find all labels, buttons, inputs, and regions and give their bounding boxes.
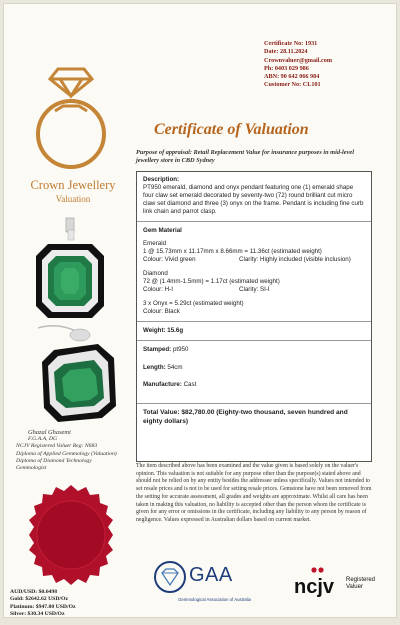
certificate-page — [4, 4, 396, 617]
certificate-header-info — [264, 40, 384, 90]
emerald-clarity: Clarity: Highly included (visible inclusion) — [239, 256, 351, 264]
divider — [137, 221, 371, 222]
gaa-diamond-logo-icon — [154, 560, 186, 594]
gem-material-heading: Gem Material — [143, 226, 182, 234]
contact-email: Crownvaluer@gmail.com — [264, 56, 333, 64]
purpose-of-appraisal: Purpose of appraisal: Retail Replacement Value for insurance purposes in mid-level jewellery store in CBD Sydney — [136, 149, 354, 165]
valuer-diploma-gemmology: Diploma of Applied Gemmology (Valuation) — [16, 450, 117, 457]
brand-subtitle: Valuation — [55, 194, 91, 204]
manufacture-value: Cast — [183, 381, 197, 389]
ncjv-registered-valuer — [346, 577, 375, 591]
certificate-date: Date: 28.11.2024 — [264, 48, 308, 56]
ncjv-registered-text: Registered — [346, 577, 376, 583]
contact-phone: Ph: 0403 029 986 — [264, 64, 309, 72]
length-value: 54cm — [167, 363, 183, 371]
crown-ring-logo — [30, 66, 112, 176]
ncjv-dots-icon — [310, 564, 326, 576]
platinum-price: Platinum: $947.80 USD/Oz — [10, 603, 76, 610]
valuer-role: Gemmologist — [16, 465, 47, 472]
abn-number: ABN: 90 642 066 984 — [264, 73, 320, 81]
gaa-logo-text: GAA — [189, 564, 233, 586]
item-weight: Weight: 15.6g — [143, 326, 184, 334]
divider — [137, 321, 371, 322]
valuer-details — [12, 429, 137, 472]
red-wax-seal-icon — [16, 480, 126, 590]
valuer-postnominals: F.G.A.A, DG — [28, 436, 58, 443]
brand-name: Crown Jewellery — [30, 178, 116, 192]
aud-usd-rate: AUD/USD: $0.6498 — [10, 589, 58, 595]
description-text: PT950 emerald, diamond and onyx pendant featuring one (1) emerald shape four claw set emerald decorated by seventy-two (72) round brilliant cut micro claw set diamond and three (3) onyx on the frame. Pendant is including fine curb link chain and parrot clasp. — [143, 183, 364, 215]
description-box — [136, 171, 372, 462]
disclaimer-text: The item described above has been examined and the value given is based solely on the valuer's opinion. This valuation is not suitable for any purpose other than the purpose(s) stated above and should not be relied on by any entity besides the addressee unless specifically. Values not intended to set resale prices and is not to be used for setting resale prices. Gemstone have not been removed from the setting for accurate assessment, all grades and weights are approximate. Whilst all care has been taken in making this valuation, no liability is accepted other than the person whom the certificate is given for any error or omissions in the certificate, including any liability to any person by reason of negligence. Values expressed in Australian dollars based on current market. — [136, 463, 372, 523]
divider — [137, 340, 371, 341]
silver-price: Silver: $30.34 USD/Oz — [10, 611, 65, 617]
stamped-value: pt950 — [172, 345, 189, 353]
valuer-diploma-diamond: Diploma of Diamond Technology — [16, 457, 92, 464]
market-prices — [10, 589, 150, 617]
emerald-label: Emerald — [143, 240, 167, 248]
description-heading: Description: — [143, 176, 180, 183]
emerald-colour: Colour: Vivid green — [143, 256, 196, 264]
gaa-subtitle: Gemmological Association of Australia — [178, 597, 251, 602]
ncjv-valuer-text: Valuer — [346, 584, 363, 590]
total-value-amount: $82,780.00 (Eighty-two thousand, seven hundred and eighty dollars) — [143, 409, 348, 425]
certificate-title: Certificate of Valuation — [154, 121, 309, 138]
divider — [137, 403, 371, 404]
certificate-number: Certificate No: 1931 — [264, 40, 318, 47]
onyx-measurement: 3 x Onyx = 5.29ct (estimated weight) — [143, 299, 244, 307]
diamond-label: Diamond — [143, 270, 168, 278]
valuer-name: Ghazal Ghasemi — [28, 429, 71, 436]
diamond-colour: Colour: H-I — [143, 285, 173, 293]
pendant-photo — [18, 210, 128, 424]
emerald-measurement: 1 @ 15.73mm x 11.17mm x 8.66mm = 11.36ct (estimated weight) — [143, 248, 322, 256]
diamond-measurement: 72 @ (1.4mm-1.5mm) = 1.17ct (estimated weight) — [143, 278, 280, 286]
stamped-label: Stamped: — [143, 345, 172, 353]
total-value-label: Total Value: — [143, 409, 180, 417]
ncjv-logo-text: ncjv — [294, 576, 335, 598]
gold-price: Gold: $2642.62 USD/Oz — [10, 596, 68, 603]
length-label: Length: — [143, 363, 166, 371]
diamond-clarity: Clarity: SI-I — [239, 285, 270, 293]
manufacture-label: Manufacture: — [143, 381, 182, 389]
valuer-registration: NCJV Registered Valuer Reg: N683 — [16, 443, 98, 450]
onyx-colour: Colour: Black — [143, 307, 180, 315]
customer-number: Customer No: CL101 — [264, 81, 321, 89]
